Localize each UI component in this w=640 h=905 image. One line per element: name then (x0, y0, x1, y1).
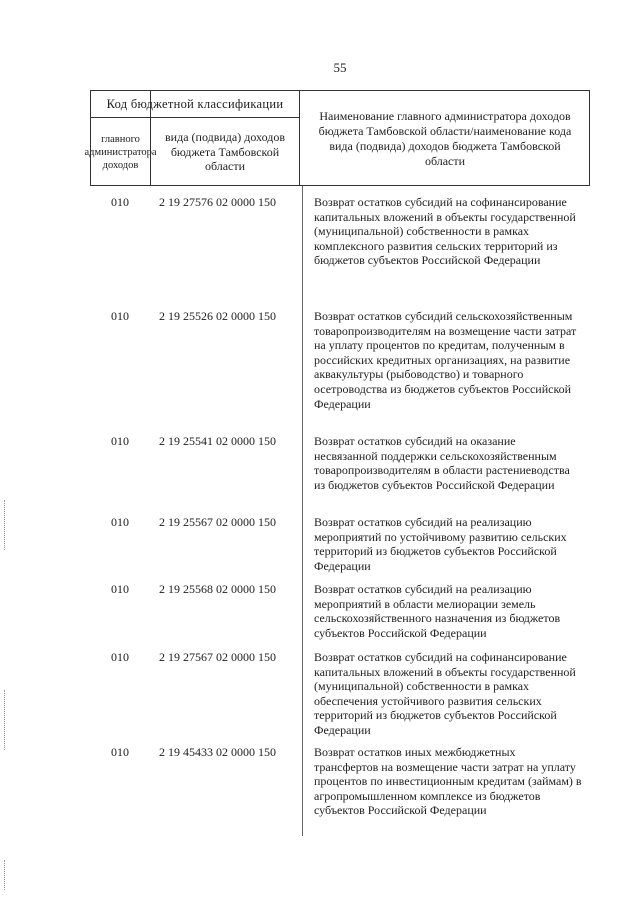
row-description: Возврат остатков субсидий на реализацию мероприятий по устойчивому развитию сельских территорий из бюджетов субъектов Российской Федерации (314, 515, 567, 573)
income-code: 2 19 27567 02 0000 150 (159, 650, 276, 664)
income-code: 2 19 25526 02 0000 150 (159, 309, 276, 323)
row-description: Возврат остатков иных межбюджетных трансфертов на возмещение части затрат на уплату процентов по инвестиционным кредитам (займам) в агропромышленном комплексе из бюджетов субъектов Российской Федерации (314, 745, 582, 818)
main-admin-heading: главного администратора доходов (84, 133, 157, 171)
admin-code: 010 (111, 195, 129, 209)
page-number: 55 (333, 60, 347, 75)
scan-margin-mark (4, 500, 7, 550)
admin-code: 010 (111, 309, 129, 323)
table-header (84, 90, 590, 186)
income-code: 2 19 45433 02 0000 150 (159, 745, 276, 759)
column-divider (302, 186, 303, 836)
row-description: Возврат остатков субсидий на реализацию мероприятий в области мелиорации земель сельскохозяйственного назначения из бюджетов субъектов Российской Федерации (314, 582, 561, 640)
admin-code: 010 (111, 745, 129, 759)
row-description: Возврат остатков субсидий сельскохозяйственным товаропроизводителям на возмещение части затрат на уплату процентов по кредитам, полученным в российских кредитных организациях, на развитие аквакультуры (рыбоводство) и товарного осетроводства из бюджетов субъектов Российской Федерации (314, 309, 577, 411)
scan-margin-mark (4, 860, 7, 890)
income-code: 2 19 27576 02 0000 150 (159, 195, 276, 209)
admin-code: 010 (111, 650, 129, 664)
row-description: Возврат остатков субсидий на софинансирование капитальных вложений в объекты государственной (муниципальной) собственности в рамках обеспечения устойчивого развития сельских территорий из бюджетов субъектов Российской Федерации (314, 650, 576, 737)
income-code: 2 19 25567 02 0000 150 (159, 515, 276, 529)
scan-margin-mark (4, 690, 7, 750)
admin-code: 010 (111, 582, 129, 596)
admin-code: 010 (111, 515, 129, 529)
income-code: 2 19 25568 02 0000 150 (159, 582, 276, 596)
budget-class-code-heading: Код бюджетной классификации (106, 96, 284, 111)
name-heading: Наименование главного администратора доходов бюджета Тамбовской области/наименование кода вида (подвида) доходов бюджета Тамбовской области (318, 109, 572, 168)
income-kind-heading: вида (подвида) доходов бюджета Тамбовской области (165, 130, 285, 174)
income-code: 2 19 25541 02 0000 150 (159, 434, 276, 448)
row-description: Возврат остатков субсидий на софинансирование капитальных вложений в объекты государственной (муниципальной) собственности в рамках комплексного развития сельских территорий из бюджетов субъектов Российской Федерации (314, 195, 576, 268)
row-description: Возврат остатков субсидий на оказание несвязанной поддержки сельскохозяйственным товаропроизводителям в области растениеводства из бюджетов субъектов Российской Федерации (314, 434, 570, 492)
admin-code: 010 (111, 434, 129, 448)
